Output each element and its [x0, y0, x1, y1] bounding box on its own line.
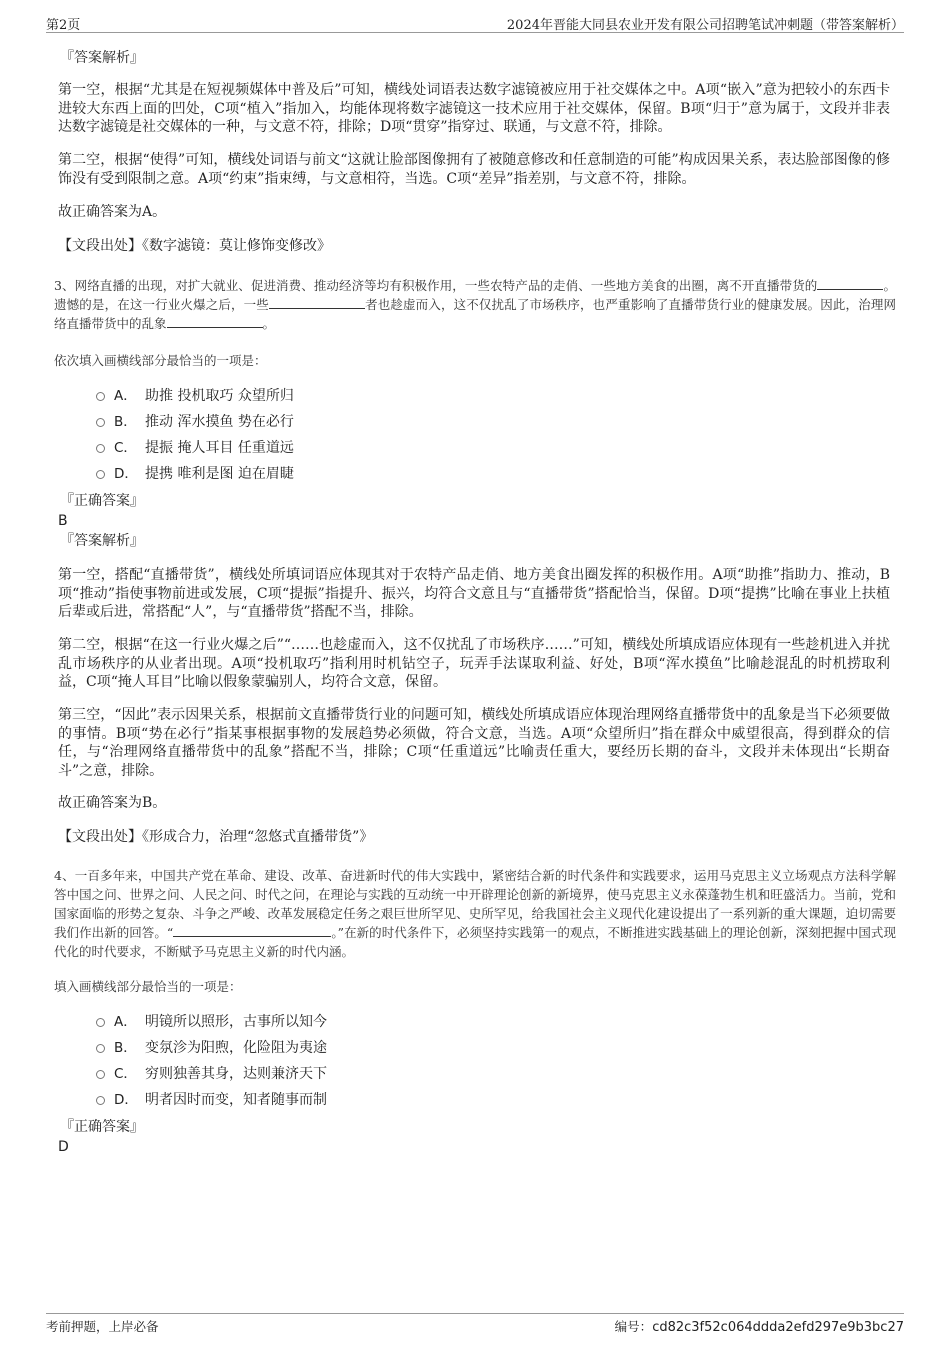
- radio-icon[interactable]: [96, 1070, 105, 1079]
- q4-answer: D: [58, 1139, 69, 1155]
- correct-answer-label: 『正确答案』: [60, 493, 144, 509]
- radio-icon[interactable]: [96, 392, 105, 401]
- q2-conclusion: 故正确答案为A。: [58, 204, 167, 220]
- fill-blank-2: [269, 295, 365, 309]
- radio-icon[interactable]: [96, 1018, 105, 1027]
- q3-stem: 3、网络直播的出现，对扩大就业、促进消费、推动经济等均有积极作用，一些农特产品的走俏、一些地方美食的出圈，离不开直播带货的 。遗憾的是，在这一行业火爆之后，一些 者也趁虚而入，这不仅扰乱了市场秩序，也严重影响了直播带货行业的健康发展。因此，治理网络直播带货中的乱象 。: [54, 278, 896, 331]
- fill-blank-1: [173, 923, 331, 937]
- fill-blank-1: [817, 276, 883, 290]
- page-number: 第2页: [46, 18, 81, 33]
- radio-icon[interactable]: [96, 1044, 105, 1053]
- q4-option-c[interactable]: C． 穷则独善其身，达则兼济天下: [96, 1064, 327, 1084]
- document-code: 编号：cd82c3f52c064ddda2efd297e9b3bc27: [614, 1319, 904, 1335]
- q3-analysis-p3: 第三空，“因此”表示因果关系，根据前文直播带货行业的问题可知，横线处所填成语应体现治理网络直播带货中的乱象是当下必须要做的事情。B项“势在必行”指某事根据事物的发展趋势必须做，符合文意，当选。A项“众望所归”指在群众中威望很高，得到群众的信任，与“治理网络直播带货中的乱象”搭配不当，排除；C项“任重道远”比喻责任重大，要经历长期的奋斗，文段并未体现出“长期奋斗”之意，排除。: [58, 707, 890, 779]
- q3-option-c[interactable]: C． 提振 掩人耳目 任重道远: [96, 438, 294, 458]
- q4-option-a[interactable]: A． 明镜所以照形，古事所以知今: [96, 1012, 327, 1032]
- fill-blank-3: [167, 314, 263, 328]
- q4-option-b[interactable]: B． 变氛沴为阳煦，化险阻为夷途: [96, 1038, 327, 1058]
- q4-prompt: 填入画横线部分最恰当的一项是：: [54, 979, 242, 994]
- document-title: 2024年晋能大同县农业开发有限公司招聘笔试冲刺题（带答案解析）: [506, 18, 904, 33]
- q3-option-b[interactable]: B． 推动 浑水摸鱼 势在必行: [96, 412, 294, 432]
- q3-source: 【文段出处】《形成合力，治理“忽悠式直播带货”》: [58, 829, 374, 845]
- analysis-label: 『答案解析』: [60, 533, 144, 549]
- radio-icon[interactable]: [96, 444, 105, 453]
- radio-icon[interactable]: [96, 418, 105, 427]
- analysis-label: 『答案解析』: [60, 50, 144, 66]
- page-header: [46, 10, 904, 33]
- q2-source: 【文段出处】《数字滤镜：莫让修饰变修改》: [58, 238, 331, 254]
- q2-analysis-p1: 第一空，根据“尤其是在短视频媒体中普及后”可知，横线处词语表达数字滤镜被应用于社交媒体之中。A项“嵌入”意为把较小的东西卡进较大东西上面的凹处，C项“植入”指加入，均能体现将数字滤镜这一技术应用于社交媒体，保留。B项“归于”意为属于，文段并非表达数字滤镜是社交媒体的一种，与文意不符，排除；D项“贯穿”指穿过、联通，与文意不符，排除。: [58, 82, 890, 135]
- q2-analysis-p2: 第二空，根据“使得”可知，横线处词语与前文“这就让脸部图像拥有了被随意修改和任意制造的可能”构成因果关系，表达脸部图像的修饰没有受到限制之意。A项“约束”指束缚，与文意相符，当选。C项“差异”指差别，与文意不符，排除。: [58, 152, 890, 187]
- q4-stem: 4、一百多年来，中国共产党在革命、建设、改革、奋进新时代的伟大实践中，紧密结合新的时代条件和实践要求，运用马克思主义立场观点方法科学解答中国之问、世界之问、人民之问、时代之问，在理论与实践的互动统一中开辟理论创新的新境界，使马克思主义永葆蓬勃生机和旺盛活力。当前，党和国家面临的形势之复杂、斗争之严峻、改革发展稳定任务之艰巨世所罕见、史所罕见，给我国社会主义现代化建设提出了一系列新的重大课题，迫切需要我们作出新的回答。“ 。”在新的时代条件下，必须坚持实践第一的观点，不断推进实践基础上的理论创新，深刻把握中国式现代化的时代要求，不断赋予马克思主义新的时代内涵。: [54, 868, 896, 959]
- q3-analysis-p1: 第一空，搭配“直播带货”，横线处所填词语应体现其对于农特产品走俏、地方美食出圈发挥的积极作用。A项“助推”指助力、推动，B项“推动”指使事物前进或发展，C项“提振”指提升、振兴，均符合文意且与“直播带货”搭配恰当，保留。D项“提携”比喻在事业上扶植后辈或后进，常搭配“人”，与“直播带货”搭配不当，排除。: [58, 567, 890, 620]
- q3-option-a[interactable]: A． 助推 投机取巧 众望所归: [96, 386, 294, 406]
- q3-analysis-p2: 第二空，根据“在这一行业火爆之后”“……也趁虚而入，这不仅扰乱了市场秩序……”可知，横线处所填成语应体现有一些趁机进入并扰乱市场秩序的从业者出现。A项“投机取巧”指利用时机钻空子，玩弄手法谋取利益、好处，B项“浑水摸鱼”比喻趁混乱的时机捞取利益，C项“掩人耳目”比喻以假象蒙骗别人，均符合文意，保留。: [58, 637, 890, 690]
- q3-conclusion: 故正确答案为B。: [58, 795, 167, 811]
- q3-prompt: 依次填入画横线部分最恰当的一项是：: [54, 353, 267, 368]
- footer-slogan: 考前押题，上岸必备: [46, 1319, 159, 1334]
- correct-answer-label: 『正确答案』: [60, 1119, 144, 1135]
- q3-answer: B: [58, 513, 68, 529]
- page-footer: [46, 1313, 904, 1334]
- radio-icon[interactable]: [96, 470, 105, 479]
- radio-icon[interactable]: [96, 1096, 105, 1105]
- q3-option-d[interactable]: D． 提携 唯利是图 迫在眉睫: [96, 464, 294, 484]
- q4-option-d[interactable]: D． 明者因时而变，知者随事而制: [96, 1090, 327, 1110]
